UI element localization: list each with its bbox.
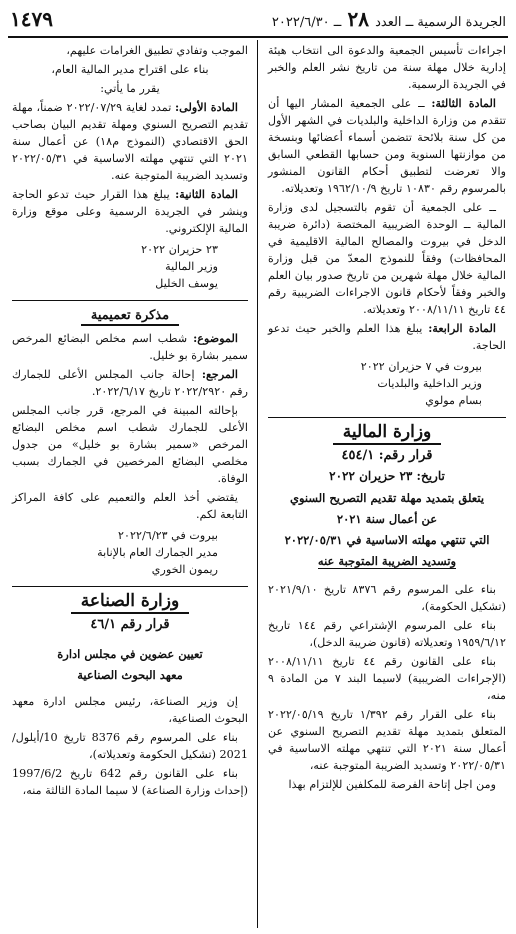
memo-subject-label: الموضوع: bbox=[193, 331, 238, 345]
memo-reference-label: المرجع: bbox=[201, 367, 238, 381]
page-number: ١٤٧٩ bbox=[10, 7, 53, 31]
legal-basis: بناء على القانون رقم ٤٤ تاريخ ٢٠٠٨/١١/١١ (الإجراءات الضريبية) لاسيما البند ٧ من المادة ٩ منه، bbox=[268, 655, 506, 702]
article-label: المادة الثالثة: bbox=[431, 96, 496, 110]
signature-title: وزير الداخلية والبلديات bbox=[377, 377, 482, 390]
article-text: تمدد لغاية ٢٠٢٢/٠٧/٢٩ ضمناً، مهلة تقديم التصريح السنوي ومهلة تقديم البيان بصاحب الحق الاقتصادي (النموذج م١٨) عن أعمال سنة ٢٠٢١ التي تنتهي مهلته الاساسية في ٢٠٢٢/٠٥/٣١ وتسديد الضريبة المتوجبة عنه. bbox=[12, 101, 249, 182]
paragraph: بناء على اقتراح مدير المالية العام، bbox=[51, 63, 209, 76]
memo-title: مذكرة تعميمية bbox=[81, 308, 179, 326]
signature-place: بيروت في ٢٠٢٢/٦/٢٣ bbox=[118, 529, 218, 542]
decision-subject: عن أعمال سنة ٢٠٢١ bbox=[336, 512, 438, 526]
signature-name: بسام مولوي bbox=[425, 394, 482, 407]
decision-subject: التي تنتهي مهلته الاساسية في ٢٠٢٢/٠٥/٣١ bbox=[284, 533, 490, 547]
paragraph: الموجب وتفادي تطبيق الغرامات عليهم، bbox=[66, 44, 248, 57]
header-rule bbox=[8, 36, 508, 38]
left-column bbox=[12, 42, 248, 801]
decision-subject bbox=[268, 552, 506, 571]
article-label: المادة الأولى: bbox=[175, 100, 239, 114]
issue-date: ــ ٢٠٢٢/٦/٣٠ bbox=[271, 15, 342, 30]
journal-title bbox=[272, 7, 506, 31]
ministry-name: وزارة المالية bbox=[333, 422, 442, 445]
article-text: يبلغ هذا العلم والخبر حيث تدعو الحاجة. bbox=[268, 322, 506, 352]
signature-name: يوسف الخليل bbox=[155, 277, 218, 290]
right-column bbox=[268, 42, 506, 795]
signature-date: ٢٣ حزيران ٢٠٢٢ bbox=[141, 243, 218, 256]
memo-body: بإحالته المبينة في المرجع، قرر جانب المجلس الأعلى للجمارك شطب اسم مخلص البضائع المرخص «سمير بشارة بو خليل» من جدول مخلصي البضائع المرخصين في الجمارك بسبب الوفاة. bbox=[12, 404, 248, 485]
paragraph: اجراءات تأسيس الجمعية والدعوة الى انتخاب هيئة إدارية خلال مهلة سنة من تاريخ نشر العلم والخبر في الجريدة الرسمية. bbox=[268, 44, 506, 91]
legal-basis: بناء على المرسوم رقم 8376 تاريخ 10/أيلول/ 2021 (تشكيل الحكومة وتعديلاته)، bbox=[12, 731, 248, 761]
paragraph: إن وزير الصناعة، رئيس مجلس ادارة معهد البحوث الصناعية، bbox=[12, 695, 248, 725]
memo-heading bbox=[12, 300, 248, 324]
legal-basis: ومن اجل إتاحة الفرصة للمكلفين للإلتزام بهذا bbox=[288, 778, 496, 791]
decision-number: قرار رقم ٤٦/١ bbox=[90, 617, 170, 632]
signature-name: ريمون الخوري bbox=[151, 563, 218, 576]
signature-title: مدير الجمارك العام بالإنابة bbox=[97, 546, 218, 559]
journal-name: الجريدة الرسمية ــ العدد bbox=[375, 15, 506, 30]
signature-block bbox=[12, 241, 248, 292]
legal-basis: بناء على المرسوم الإشتراعي رقم ١٤٤ تاريخ ١٩٥٩/٦/١٢ وتعديلاته (قانون ضريبة الدخل)، bbox=[268, 619, 506, 649]
article-text: ــ على الجمعية المشار اليها أن تتقدم من وزارة الداخلية والبلديات في الشهر الأول من كل سنة بلائحة تتضمن أسماء أعضائها وبنسخة من موازنتها السنوية ومن حسابها القطعي السابق والا تعرضت لتطبيق أحكام القانون المنشور بالمرسوم رقم ١٠٨٣٠ تاريخ ١٩٦٢/١٠/٩ وتعديلاته. bbox=[268, 97, 506, 195]
decision-subject: معهد البحوث الصناعية bbox=[77, 668, 183, 682]
decides-line: يقرر ما يأتي: bbox=[100, 82, 160, 95]
memo-request: يقتضي أخذ العلم والتعميم على كافة المراكز التابعة لكم. bbox=[12, 491, 248, 521]
article-two bbox=[12, 186, 248, 237]
decision-number: قرار رقم: ٤٥٤/١ bbox=[341, 448, 433, 463]
legal-basis: بناء على القرار رقم ١/٣٩٢ تاريخ ٢٠٢٢/٠٥/١٩ المتعلق بتمديد مهلة تقديم التصريح السنوي عن أعمال سنة ٢٠٢١ التي تنتهي مهلته الاساسية في ٢٠٢٢/٠٥/٣١ وتسديد الضريبة المتوجبة عنه، bbox=[268, 708, 506, 772]
signature-title: وزير المالية bbox=[165, 260, 218, 273]
decision-subject-underlined: وتسديد الضريبة المتوجبة عنه bbox=[317, 554, 457, 568]
article-label: المادة الرابعة: bbox=[428, 321, 496, 335]
signature-block bbox=[268, 358, 506, 409]
paragraph: ــ على الجمعية أن تقوم بالتسجيل لدى وزارة المالية ــ الوحدة الضريبية المختصة (دائرة ضريبة الدخل في بيروت والمصالح المالية الاقليمية في المحافظات) وفقاً للنموذج المعدّ من قبل وزارة المالية خلال مهلة شهرين من تاريخ صدور بيان العلم والخبر وفقاً لأحكام قانون الاجراءات الضريبية رقم ٤٤ تاريخ ٢٠٠٨/١١/١١ وتعديلاته. bbox=[268, 201, 506, 316]
article-four bbox=[268, 320, 506, 354]
ministry-heading bbox=[268, 417, 506, 441]
legal-basis: بناء على المرسوم رقم ٨٣٧٦ تاريخ ٢٠٢١/٩/١٠ (تشكيل الحكومة)، bbox=[268, 583, 506, 613]
memo-reference-text: إحالة جانب المجلس الأعلى للجمارك رقم ٢٠٢٢/٢٩٢٠ تاريخ ٢٠٢٢/٦/١٧. bbox=[12, 368, 248, 398]
ministry-heading bbox=[12, 586, 248, 610]
decision-subject: تعيين عضوين في مجلس ادارة bbox=[57, 647, 203, 661]
page-header bbox=[10, 6, 506, 32]
decision-date: تاريخ: ٢٣ حزيران ٢٠٢٢ bbox=[329, 469, 445, 483]
memo-reference bbox=[12, 366, 248, 400]
memo-signature bbox=[12, 527, 248, 578]
issue-number: ٢٨ bbox=[347, 7, 369, 31]
column-divider bbox=[257, 40, 258, 928]
memo-subject-text: شطب اسم مخلص البضائع المرخص سمير بشارة بو خليل. bbox=[12, 332, 248, 362]
legal-basis: بناء على القانون رقم 642 تاريخ 1997/6/2 (إحداث وزارة الصناعة) لا سيما المادة الثالثة منه، bbox=[12, 767, 248, 797]
article-one bbox=[12, 99, 248, 184]
ministry-name: وزارة الصناعة bbox=[71, 591, 189, 614]
article-three bbox=[268, 95, 506, 197]
signature-place: بيروت في ٧ حزيران ٢٠٢٢ bbox=[360, 360, 482, 373]
memo-subject bbox=[12, 330, 248, 364]
article-text: يبلغ هذا القرار حيث تدعو الحاجة وينشر في الجريدة الرسمية وعلى موقع وزارة المالية الإلكتروني. bbox=[12, 188, 248, 235]
article-label: المادة الثانية: bbox=[175, 187, 238, 201]
decision-subject: يتعلق بتمديد مهلة تقديم التصريح السنوي bbox=[289, 491, 485, 505]
